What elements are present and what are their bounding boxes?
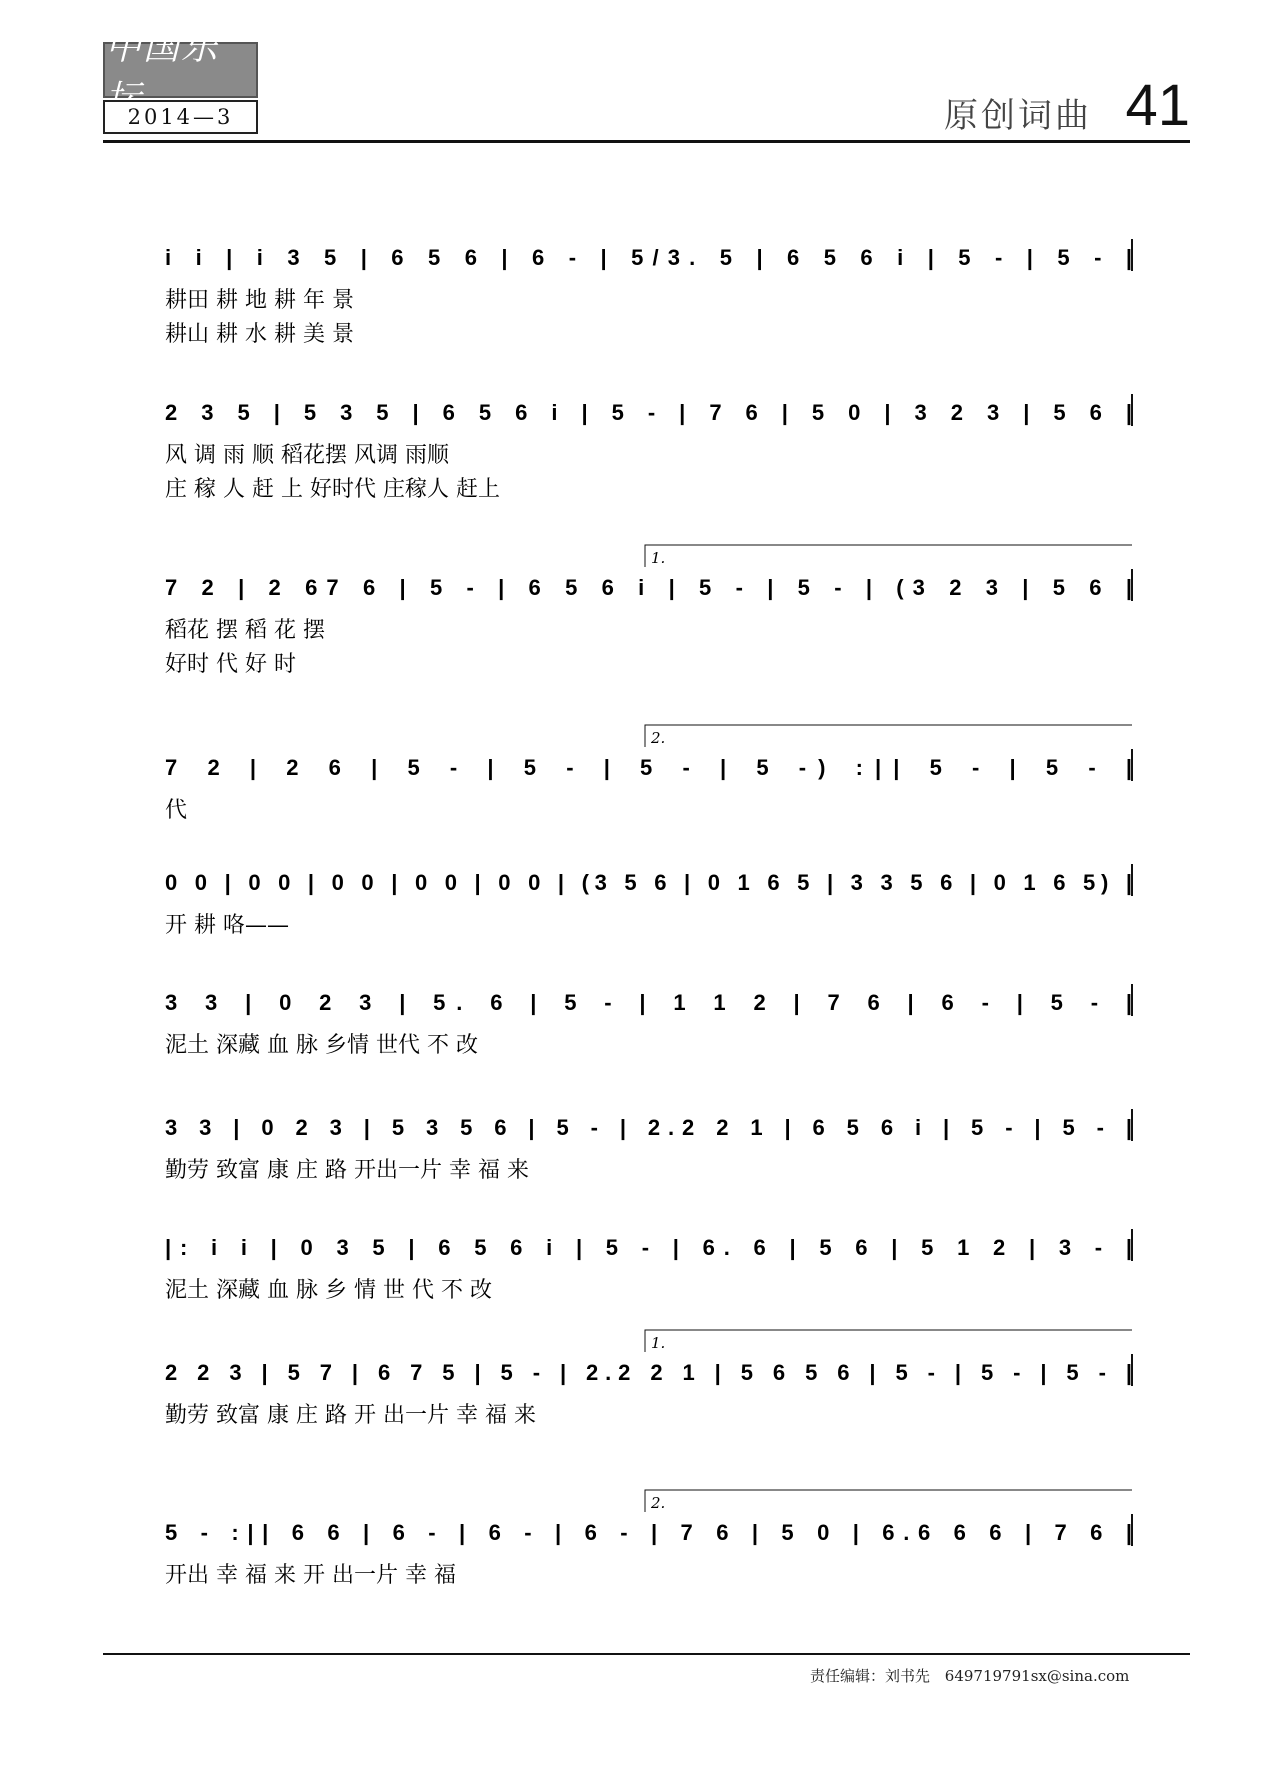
- magazine-logo: 中国乐坛: [103, 42, 258, 98]
- numbered-notation-line: 2 2 3 | 5 7 | 6 7 5 | 5 - | 2.2 2 1 | 5 6 5 6 | 5 - | 5 - | 5 - |: [165, 1360, 1132, 1385]
- editor-email: 649719791sx@sina.com: [944, 1667, 1130, 1685]
- lyric-line: 代: [165, 798, 188, 823]
- lyric-line: 庄 稼 人 赶 上 好时代 庄稼人 赶上: [165, 477, 500, 502]
- numbered-notation-line: 7 2 | 2 6 | 5 - | 5 - | 5 - | 5 -) :|| 5 - | 5 - |: [165, 755, 1133, 780]
- numbered-notation-line: i i | i 3 5 | 6 5 6 | 6 - | 5/3. 5 | 6 5 6 i | 5 - | 5 - |: [165, 245, 1133, 270]
- volta-bracket: [645, 725, 1132, 747]
- page-number: 41: [1125, 73, 1190, 138]
- footer-rule: [103, 1653, 1190, 1655]
- lyric-line: 泥土 深藏 血 脉 乡 情 世 代 不 改: [165, 1278, 492, 1303]
- numbered-notation-line: 7 2 | 2 67 6 | 5 - | 6 5 6 i | 5 - | 5 - | (3 2 3 | 5 6 |: [165, 575, 1133, 600]
- volta-label: 1.: [651, 1334, 666, 1352]
- editor-label: 责任编辑：刘书先: [810, 1667, 931, 1685]
- lyric-line: 耕田 耕 地 耕 年 景: [165, 288, 354, 313]
- lyric-line: 勤劳 致富 康 庄 路 开出一片 幸 福 来: [165, 1158, 529, 1183]
- volta-label: 1.: [651, 549, 666, 567]
- volta-bracket: [645, 1490, 1132, 1512]
- volta-label: 2.: [651, 1494, 666, 1512]
- numbered-notation-line: 0 0 | 0 0 | 0 0 | 0 0 | 0 0 | (3 5 6 | 0 1 6 5 | 3 3 5 6 | 0 1 6 5) |: [165, 870, 1132, 895]
- numbered-notation-line: 2 3 5 | 5 3 5 | 6 5 6 i | 5 - | 7 6 | 5 0 | 3 2 3 | 5 6 |: [165, 400, 1133, 425]
- lyric-line: 风 调 雨 顺 稻花摆 风调 雨顺: [165, 443, 449, 468]
- footer-editor: [810, 1665, 1129, 1686]
- numbered-notation-line: 3 3 | 0 2 3 | 5 3 5 6 | 5 - | 2.2 2 1 | 6 5 6 i | 5 - | 5 - |: [165, 1115, 1133, 1140]
- lyric-line: 开 耕 咯——: [165, 913, 289, 938]
- section-title: 原创词曲: [944, 96, 1092, 136]
- lyric-line: 耕山 耕 水 耕 美 景: [165, 322, 354, 347]
- lyric-line: 稻花 摆 稻 花 摆: [165, 618, 325, 643]
- lyric-line: 开出 幸 福 来 开 出一片 幸 福: [165, 1563, 456, 1588]
- numbered-notation-line: |: i i | 0 3 5 | 6 5 6 i | 5 - | 6. 6 | 5 6 | 5 1 2 | 3 - |: [165, 1235, 1132, 1260]
- lyric-line: 好时 代 好 时: [165, 652, 296, 677]
- volta-bracket: [645, 545, 1132, 567]
- numbered-notation-line: 5 - :|| 6 6 | 6 - | 6 - | 6 - | 7 6 | 5 0 | 6.6 6 6 | 7 6 |: [165, 1520, 1132, 1545]
- numbered-notation-line: 3 3 | 0 2 3 | 5. 6 | 5 - | 1 1 2 | 7 6 | 6 - | 5 - |: [165, 990, 1132, 1015]
- volta-label: 2.: [651, 729, 666, 747]
- issue-number: 2014—3: [103, 100, 258, 134]
- lyric-line: 泥土 深藏 血 脉 乡情 世代 不 改: [165, 1033, 478, 1058]
- volta-bracket: [645, 1330, 1132, 1352]
- lyric-line: 勤劳 致富 康 庄 路 开 出一片 幸 福 来: [165, 1403, 536, 1428]
